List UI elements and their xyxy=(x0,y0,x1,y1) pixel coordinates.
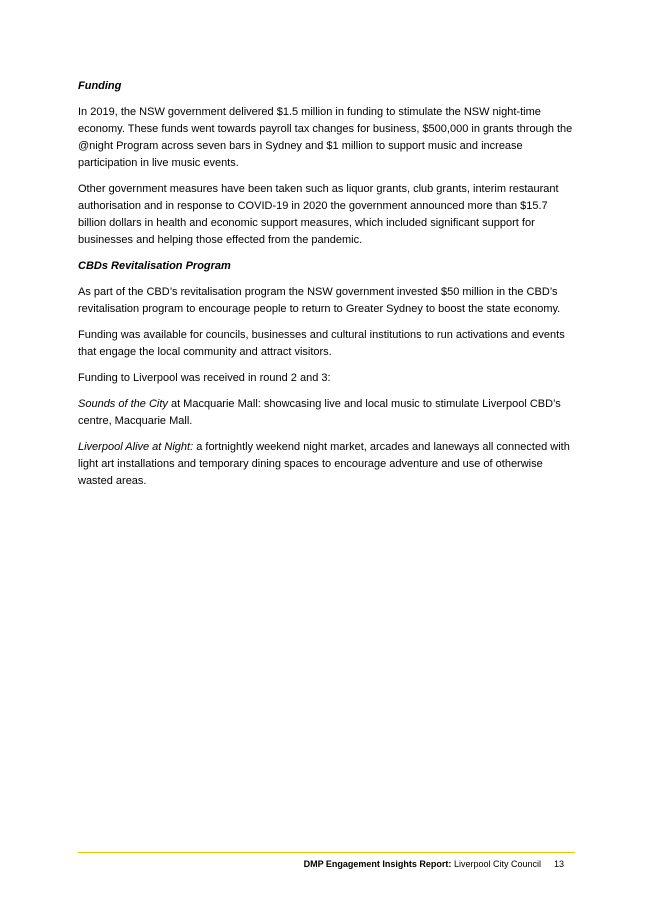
funding-heading: Funding xyxy=(78,80,122,92)
cbds-paragraph-2: Funding was available for councils, businesses and cultural institutions to run activations and events that engage the local community and attract visitors. xyxy=(78,329,565,358)
cbds-paragraph-3: Funding to Liverpool was received in round 2 and 3: xyxy=(78,372,331,384)
funding-paragraph-2: Other government measures have been taken such as liquor grants, club grants, interim restaurant authorisation and in response to COVID-19 in 2020 the government announced more than $15.7 billion dollars in health and economic support measures, which included significant support for businesses and helping those effected from the pandemic. xyxy=(78,183,559,246)
cbds-item-liverpool-alive xyxy=(78,439,578,490)
item-title: Liverpool Alive at Night: xyxy=(78,441,194,453)
page-footer xyxy=(304,858,564,870)
funding-paragraph-1: In 2019, the NSW government delivered $1.5 million in funding to stimulate the NSW night-time economy. These funds went towards payroll tax changes for business, $500,000 in grants through the @night Program across seven bars in Sydney and $1 million to support music and increase participation in live music events. xyxy=(78,106,573,169)
cbds-heading: CBDs Revitalisation Program xyxy=(78,260,231,272)
item-text: at Macquarie Mall: showcasing live and local music to stimulate Liverpool CBD’s centre, Macquarie Mall. xyxy=(78,398,561,427)
item-title: Sounds of the City xyxy=(78,398,168,410)
footer-organisation: Liverpool City Council xyxy=(451,859,541,869)
page-content xyxy=(78,78,578,499)
page-number: 13 xyxy=(553,859,564,869)
item-text: a fortnightly weekend night market, arcades and laneways all connected with light art installations and temporary dining spaces to encourage adventure and use of otherwise wasted areas. xyxy=(78,441,570,487)
cbds-paragraph-1: As part of the CBD’s revitalisation program the NSW government invested $50 million in the CBD’s revitalisation program to encourage people to return to Greater Sydney to boost the state economy. xyxy=(78,286,561,315)
cbds-item-sounds-of-the-city xyxy=(78,396,578,430)
footer-divider xyxy=(78,852,575,853)
footer-report-title: DMP Engagement Insights Report: xyxy=(303,859,452,869)
